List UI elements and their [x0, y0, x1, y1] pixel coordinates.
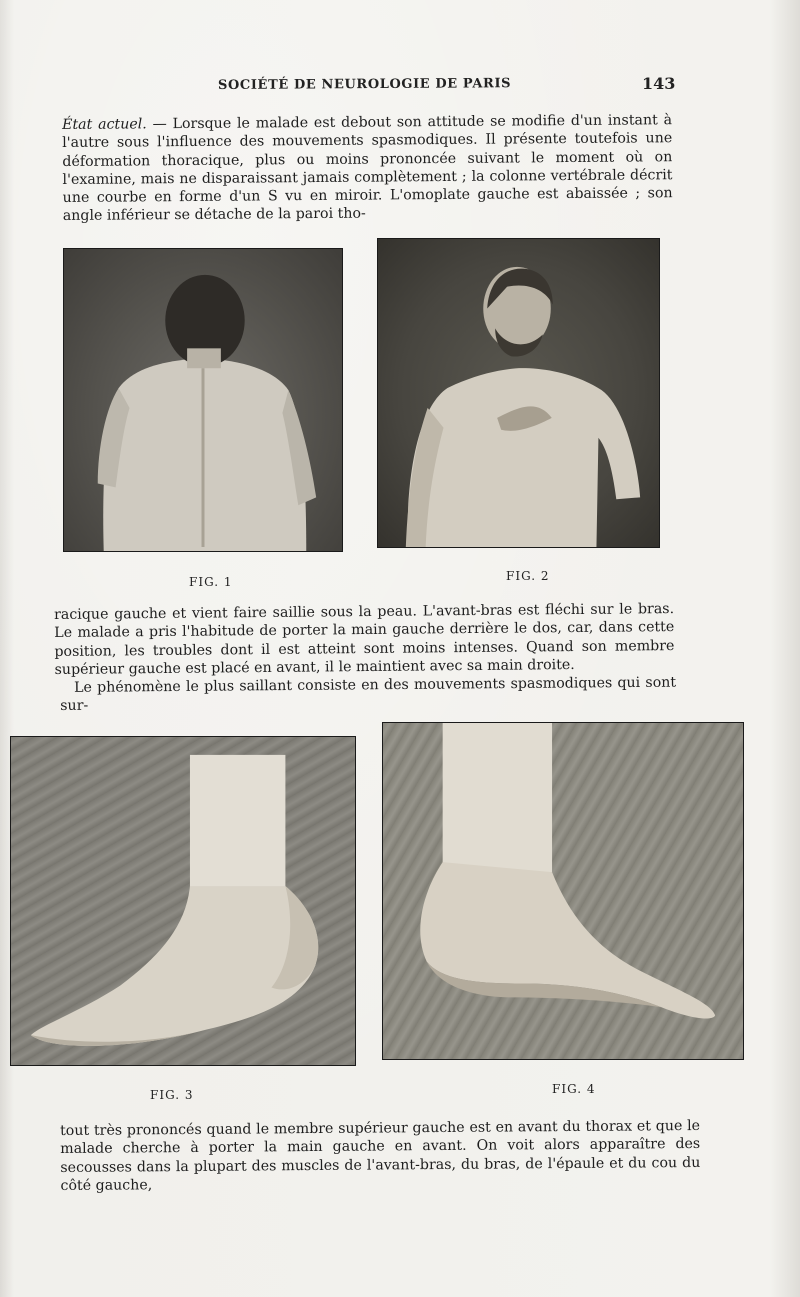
- running-title: SOCIÉTÉ DE NEUROLOGIE DE PARIS: [217, 76, 512, 93]
- figure-3-photo: [10, 736, 356, 1066]
- figure-4-caption: FIG. 4: [552, 1082, 596, 1096]
- figure-1-caption: FIG. 1: [189, 575, 233, 589]
- figure-2-photo: [377, 238, 660, 548]
- paragraph-etat-actuel: [62, 111, 673, 226]
- foot-left-illustration: [11, 737, 355, 1065]
- page-number: 143: [642, 74, 676, 93]
- back-view-illustration: [64, 249, 342, 551]
- paragraph-continuation: racique gauche et vient faire saillie sous la peau. L'avant-bras est fléchi sur le bras. Le malade a pris l'habitude de porter la main gauche derrière le dos, car, dans cette position, les troubles dont il est atteint sont moins intenses. Quand son membre supérieur gauche est placé en avant, il le maintient avec sa main droite.: [54, 601, 675, 678]
- paragraph-phenomene: Le phénomène le plus saillant consiste en des mouvements spasmodiques qui sont sur-: [60, 674, 677, 715]
- figure-4-photo: [382, 722, 744, 1060]
- paragraph-final: tout très prononcés quand le membre supérieur gauche est en avant du thorax et que le malade cherche à porter la main gauche en avant. On voit alors apparaître des secousses dans la plupart des muscles de l'avant-bras, du bras, de l'épaule et du cou du côté gauche,: [60, 1117, 701, 1194]
- figure-2-caption: FIG. 2: [506, 569, 550, 583]
- foot-right-illustration: [383, 723, 743, 1059]
- figure-1-photo: [63, 248, 343, 552]
- front-view-illustration: [378, 239, 659, 547]
- paragraph-text: — Lorsque le malade est debout son attitude se modifie d'un instant à l'autre sous l'influence des mouvements spasmodiques. Il présente toutefois une déformation thoracique, plus ou moins prononcée suivant le moment où on l'examine, mais ne disparaissant jamais complètement ; la colonne vertébrale décrit une courbe en forme d'un S vu en miroir. L'omoplate gauche est abaissée ; son angle inférieur se détache de la paroi tho-: [62, 112, 673, 225]
- figure-3-caption: FIG. 3: [150, 1088, 194, 1102]
- page-header: [0, 74, 800, 98]
- paragraph-lead: État actuel.: [62, 116, 147, 133]
